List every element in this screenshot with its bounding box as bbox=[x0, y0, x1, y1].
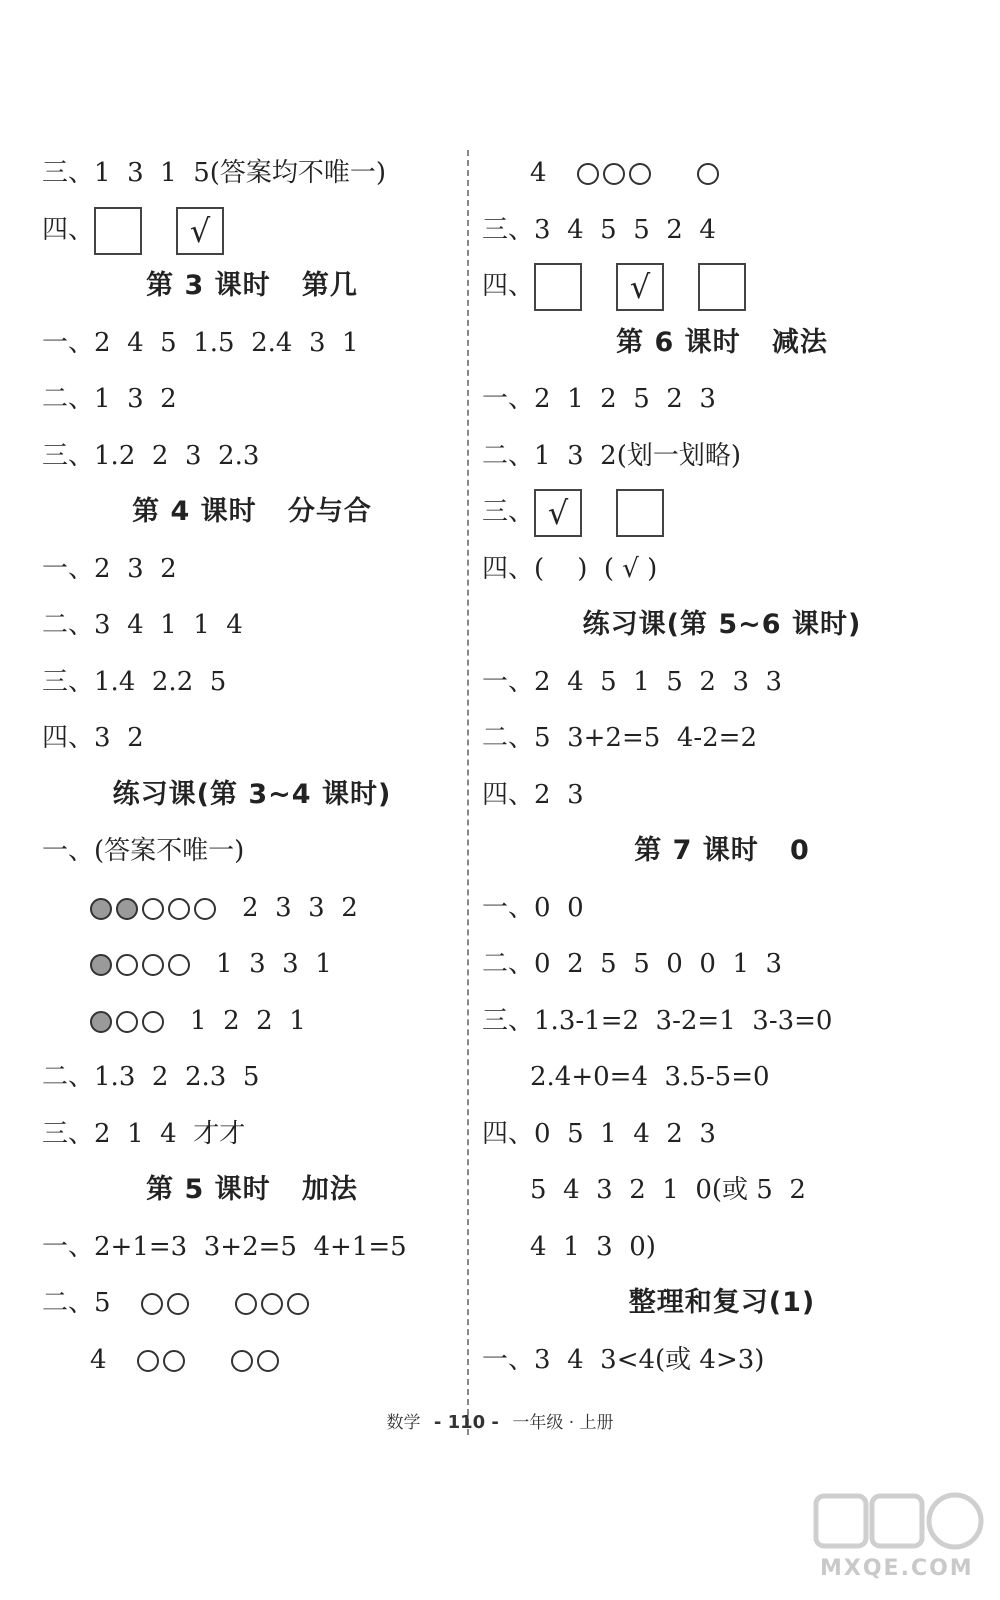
answer-text: 5 4 3 2 1 0(或 5 2 bbox=[530, 1175, 806, 1205]
answer-text: 2 3 3 2 bbox=[242, 892, 358, 923]
answer-text: 0 2 5 5 0 0 1 3 bbox=[534, 949, 783, 979]
answer-line bbox=[482, 541, 962, 598]
question-number: 一、 bbox=[482, 666, 535, 697]
answer-line bbox=[482, 1219, 962, 1276]
question-number: 三、 bbox=[42, 158, 95, 188]
section-title: 第 4 课时 分与合 bbox=[132, 496, 372, 527]
answer-line bbox=[42, 1275, 462, 1332]
empty-box bbox=[534, 263, 582, 311]
question-number: 一、 bbox=[42, 836, 95, 866]
circle-group bbox=[141, 1293, 189, 1315]
answer-line bbox=[42, 936, 462, 993]
section-title: 第 5 课时 加法 bbox=[146, 1174, 358, 1205]
circle-group bbox=[235, 1293, 309, 1315]
answer-text: 2 4 5 1 5 2 3 3 bbox=[534, 666, 783, 697]
circle-group bbox=[231, 1350, 279, 1372]
answer-line bbox=[42, 315, 462, 372]
question-number: 二、 bbox=[42, 610, 95, 640]
question-number: 四、 bbox=[42, 214, 95, 245]
empty-box bbox=[616, 489, 664, 537]
question-number: 一、 bbox=[42, 327, 95, 358]
watermark-site: MXQE.COM bbox=[820, 1556, 974, 1581]
answer-line bbox=[482, 710, 962, 767]
empty-box bbox=[94, 207, 142, 255]
section-title: 第 3 课时 第几 bbox=[146, 270, 358, 301]
question-number: 二、 bbox=[482, 440, 535, 471]
answer-boxes bbox=[534, 489, 664, 537]
answer-text: 2 1 2 5 2 3 bbox=[534, 384, 716, 414]
answer-line bbox=[42, 597, 462, 654]
question-number: 四、 bbox=[482, 1118, 535, 1149]
answer-line bbox=[482, 936, 962, 993]
question-number: 二、 bbox=[42, 1062, 95, 1092]
answer-text: 2 3 2 bbox=[94, 553, 177, 584]
answer-text: (答案不唯一) bbox=[94, 836, 245, 866]
empty-circle-icon bbox=[194, 898, 216, 920]
answer-line bbox=[482, 767, 962, 824]
answer-text: 2 3 bbox=[534, 779, 584, 810]
page-footer bbox=[0, 1408, 1000, 1433]
answer-line bbox=[482, 654, 962, 711]
question-number: 四、 bbox=[482, 779, 535, 810]
filled-circle-icon bbox=[90, 954, 112, 976]
empty-circle-icon bbox=[231, 1350, 253, 1372]
empty-circle-icon bbox=[603, 163, 625, 185]
answer-line bbox=[42, 1332, 462, 1389]
answer-line bbox=[482, 371, 962, 428]
empty-circle-icon bbox=[163, 1350, 185, 1372]
circle-group bbox=[137, 1350, 185, 1372]
answer-text: 1 2 2 1 bbox=[190, 1005, 306, 1036]
answer-text: 3 4 3<4(或 4>3) bbox=[534, 1344, 765, 1375]
answer-text: 3 4 5 5 2 4 bbox=[534, 214, 716, 245]
answer-line bbox=[482, 428, 962, 485]
answer-text: 5 bbox=[94, 1288, 111, 1318]
empty-circle-icon bbox=[141, 1293, 163, 1315]
answer-text: 3 2 bbox=[94, 723, 144, 753]
answer-boxes bbox=[534, 263, 746, 311]
answer-line bbox=[42, 202, 462, 259]
page-number: - 110 - bbox=[433, 1412, 499, 1433]
answer-text: 1.3-1=2 3-2=1 3-3=0 bbox=[534, 1005, 833, 1036]
answer-line bbox=[482, 1049, 962, 1106]
checked-box: √ bbox=[616, 263, 664, 311]
answer-text: 2 1 4 才才 bbox=[94, 1118, 246, 1149]
question-number: 二、 bbox=[482, 723, 535, 753]
answer-text: 1.4 2.2 5 bbox=[94, 666, 227, 697]
answer-text: 1 3 2(划一划略) bbox=[534, 440, 741, 471]
answer-line bbox=[42, 1106, 462, 1163]
answer-line bbox=[42, 880, 462, 937]
answer-line bbox=[42, 428, 462, 485]
empty-circle-icon bbox=[116, 1011, 138, 1033]
answer-text: 4 1 3 0) bbox=[530, 1231, 656, 1262]
section-title: 整理和复习(1) bbox=[628, 1287, 816, 1318]
answer-line bbox=[42, 710, 462, 767]
answer-line bbox=[482, 993, 962, 1050]
answer-text: 1.3 2 2.3 5 bbox=[94, 1062, 260, 1092]
empty-circle-icon bbox=[261, 1293, 283, 1315]
circle-group bbox=[697, 163, 719, 185]
answer-line bbox=[482, 1106, 962, 1163]
answer-text: 1 3 1 5(答案均不唯一) bbox=[94, 158, 387, 188]
filled-circle-icon bbox=[90, 1011, 112, 1033]
answer-text: 0 0 bbox=[534, 892, 584, 923]
answer-line bbox=[42, 541, 462, 598]
answer-line bbox=[482, 1162, 962, 1219]
empty-circle-icon bbox=[697, 163, 719, 185]
empty-circle-icon bbox=[116, 954, 138, 976]
answer-text: 2 4 5 1.5 2.4 3 1 bbox=[94, 327, 359, 358]
answer-text: 0 5 1 4 2 3 bbox=[534, 1118, 716, 1149]
answer-text: 4 bbox=[90, 1344, 107, 1375]
empty-circle-icon bbox=[167, 1293, 189, 1315]
answer-boxes bbox=[94, 207, 224, 255]
question-number: 二、 bbox=[42, 1288, 95, 1318]
circle-group bbox=[577, 163, 651, 185]
empty-circle-icon bbox=[577, 163, 599, 185]
empty-circle-icon bbox=[168, 898, 190, 920]
question-number: 一、 bbox=[482, 384, 535, 414]
answer-line bbox=[42, 823, 462, 880]
empty-circle-icon bbox=[142, 954, 164, 976]
section-title: 第 7 课时 0 bbox=[634, 835, 810, 866]
section-title: 练习课(第 3~4 课时) bbox=[112, 778, 392, 810]
answer-line bbox=[482, 1332, 962, 1389]
answer-text: 1 3 2 bbox=[94, 384, 177, 414]
question-number: 一、 bbox=[482, 1344, 535, 1375]
answer-text: 4 bbox=[530, 158, 547, 188]
answer-line bbox=[42, 371, 462, 428]
circle-group bbox=[90, 898, 216, 920]
checked-box: √ bbox=[534, 489, 582, 537]
circle-group bbox=[90, 1011, 164, 1033]
question-number: 三、 bbox=[482, 1005, 535, 1036]
answer-text: 5 3+2=5 4-2=2 bbox=[534, 723, 758, 753]
empty-circle-icon bbox=[168, 954, 190, 976]
empty-circle-icon bbox=[142, 1011, 164, 1033]
filled-circle-icon bbox=[116, 898, 138, 920]
filled-circle-icon bbox=[90, 898, 112, 920]
answer-text: 1 3 3 1 bbox=[216, 949, 332, 979]
empty-circle-icon bbox=[287, 1293, 309, 1315]
answer-text: 2.4+0=4 3.5-5=0 bbox=[530, 1062, 770, 1092]
left-column bbox=[42, 145, 462, 1388]
empty-circle-icon bbox=[137, 1350, 159, 1372]
answer-text: 3 4 1 1 4 bbox=[94, 610, 243, 640]
section-title: 练习课(第 5~6 课时) bbox=[582, 609, 862, 640]
footer-subject: 数学 bbox=[386, 1413, 421, 1433]
answer-line bbox=[482, 258, 962, 315]
answer-text: 1.2 2 3 2.3 bbox=[94, 440, 260, 471]
answer-line bbox=[482, 202, 962, 259]
answer-line bbox=[42, 145, 462, 202]
answer-line bbox=[482, 145, 962, 202]
question-number: 二、 bbox=[482, 949, 535, 979]
checked-box: √ bbox=[176, 207, 224, 255]
question-number: 三、 bbox=[42, 1118, 95, 1149]
answer-text: 2+1=3 3+2=5 4+1=5 bbox=[94, 1231, 407, 1262]
section-title: 第 6 课时 减法 bbox=[616, 326, 828, 358]
answer-line bbox=[42, 1219, 462, 1276]
right-column bbox=[482, 145, 962, 1388]
answer-text: ( ) ( √ ) bbox=[534, 553, 658, 584]
answer-line bbox=[482, 880, 962, 937]
question-number: 四、 bbox=[42, 723, 95, 753]
footer-grade: 一年级 · 上册 bbox=[512, 1413, 614, 1433]
question-number: 三、 bbox=[42, 440, 95, 471]
empty-box bbox=[698, 263, 746, 311]
question-number: 二、 bbox=[42, 384, 95, 414]
empty-circle-icon bbox=[142, 898, 164, 920]
answer-line bbox=[482, 484, 962, 541]
question-number: 一、 bbox=[42, 1231, 95, 1262]
question-number: 三、 bbox=[482, 497, 535, 527]
circle-group bbox=[90, 954, 190, 976]
empty-circle-icon bbox=[235, 1293, 257, 1315]
question-number: 四、 bbox=[482, 271, 535, 301]
question-number: 三、 bbox=[42, 666, 95, 697]
empty-circle-icon bbox=[629, 163, 651, 185]
column-divider bbox=[467, 150, 469, 1435]
empty-circle-icon bbox=[257, 1350, 279, 1372]
question-number: 三、 bbox=[482, 214, 535, 245]
answer-line bbox=[42, 1049, 462, 1106]
question-number: 一、 bbox=[482, 892, 535, 923]
answer-line bbox=[42, 654, 462, 711]
question-number: 一、 bbox=[42, 553, 95, 584]
question-number: 四、 bbox=[482, 553, 535, 584]
answer-line bbox=[42, 993, 462, 1050]
